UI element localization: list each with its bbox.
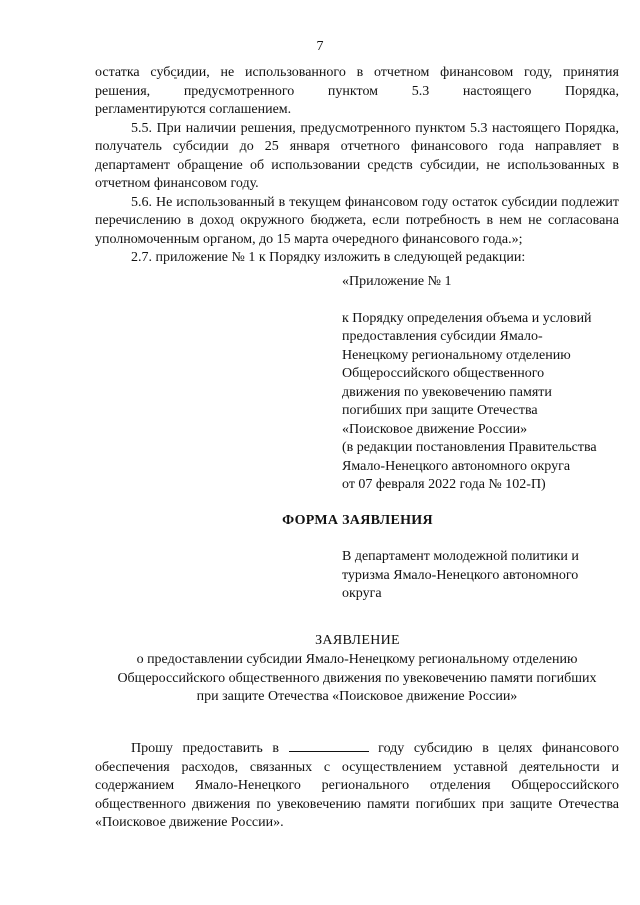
appendix-line: предоставления субсидии Ямало- <box>342 329 543 344</box>
appendix-line: от 07 февраля 2022 года № 102-П) <box>342 477 546 492</box>
appendix-line: погибших при защите Отечества <box>342 403 538 418</box>
addressee-line: туризма Ямало-Ненецкого автономного <box>342 567 579 583</box>
year-blank-field[interactable] <box>289 738 369 752</box>
form-title: ФОРМА ЗАЯВЛЕНИЯ <box>282 513 433 528</box>
appendix-line: (в редакции постановления Правительства <box>342 440 597 455</box>
appendix-line: Ненецкому региональному отделению <box>342 347 571 363</box>
main-text-block <box>95 64 619 268</box>
appendix-heading: «Приложение № 1 <box>342 274 452 289</box>
appendix-line: Ямало-Ненецкого автономного округа <box>342 458 571 474</box>
appendix-line: движения по увековечению памяти <box>342 384 552 400</box>
paragraph-continuation-line-1: остатка субсидии, не использованного в отчетном финансовом году, принятия <box>95 65 619 80</box>
statement-subtitle-line: при защите Отечества «Поисковое движение России» <box>196 689 518 704</box>
addressee-line: округа <box>342 586 382 601</box>
request-text-end: году субсидию в целях финансового обеспечения расходов, связанных с осуществлением уставной деятельности и содержанием Ямало-Ненецкого регионального отделения Общероссийского общественного движения по увековечению памяти погибших при защите Отечества «Поисковое движение России». <box>95 741 619 830</box>
paragraph-2-7: 2.7. приложение № 1 к Порядку изложить в следующей редакции: <box>131 250 526 265</box>
statement-title: ЗАЯВЛЕНИЕ <box>315 633 400 648</box>
addressee-line: В департамент молодежной политики и <box>342 549 579 564</box>
paragraph-continuation-line-3: регламентируются соглашением. <box>95 102 292 117</box>
appendix-line: «Поисковое движение России» <box>342 421 528 437</box>
paragraph-5-5: 5.5. При наличии решения, предусмотренного пунктом 5.3 настоящего Порядка, получатель субсидии до 25 января отчетного финансового года направляет в департамент обращение об использовании средств субсидии, не использованных в отчетном финансовом году. <box>95 120 619 191</box>
request-paragraph <box>95 738 619 833</box>
statement-subtitle-line: о предоставлении субсидии Ямало-Ненецкому региональному отделению <box>136 652 578 667</box>
appendix-line: к Порядку определения объема и условий <box>342 310 592 326</box>
paragraph-5-6: 5.6. Не использованный в текущем финансовом году остаток субсидии подлежит перечислению в доход окружного бюджета, если потребность в нем не согласована уполномоченным органом, до 15 марта очередного финансового года.»; <box>95 194 619 247</box>
appendix-header-block <box>342 273 627 495</box>
appendix-line: Общероссийского общественного <box>342 366 545 381</box>
statement-subtitle-line: Общероссийского общественного движения по увековечению памяти погибших <box>117 670 597 686</box>
statement-subtitle <box>95 651 619 707</box>
page-number: 7 <box>316 39 324 54</box>
paragraph-continuation-line-2: решения, предусмотренного пунктом 5.3 настоящего Порядка, <box>95 83 619 99</box>
addressee-block <box>342 548 627 604</box>
request-text-start: Прошу предоставить в <box>131 741 279 756</box>
